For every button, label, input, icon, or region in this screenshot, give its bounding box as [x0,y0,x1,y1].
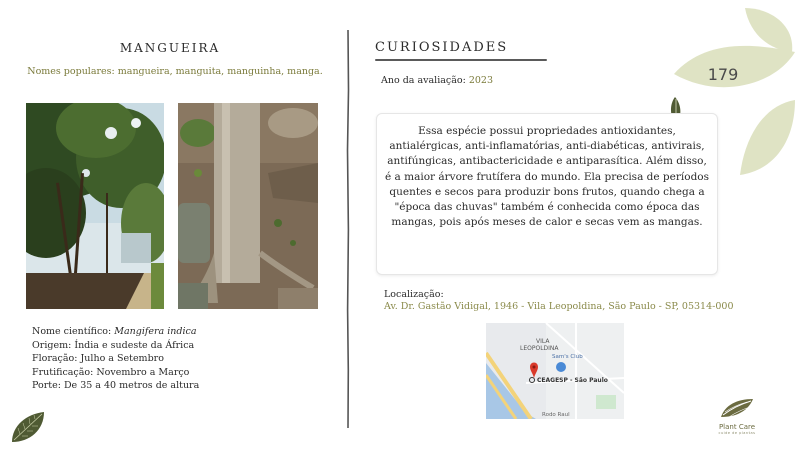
leaf-icon [8,408,48,446]
size: Porte: De 35 a 40 metros de altura [32,380,200,391]
map-place: CEAGESP - São Paulo [537,377,608,384]
map-image [486,323,624,419]
map-store: Sam's Club [552,354,583,360]
brand-leaf-icon [717,397,757,419]
flowering: Floração: Julho a Setembro [32,353,164,364]
location-label: Localização: [384,289,444,300]
species-info [32,325,332,393]
brand-name: Plant Care [718,423,756,431]
page-title: MANGUEIRA [119,41,221,55]
title-underline [375,59,547,61]
description-text: Essa espécie possui propriedades antioxidantes, antialérgicas, anti-inflamatórias, anti-diabéticas, antivirais, antifúngicas, antibactericidade e antiparasítica. Além disso, é a maior árvore frutífera do mundo. Ela precisa de períodos quentes e secos para produzir bons frutos, quando chega a "época das chuvas" também é conhecida como época das mangas, pois após meses de calor e secas vem as mangas. [385,125,710,229]
page-divider [346,30,350,428]
tree-trunk-photo [178,103,318,309]
map-district: VILA [536,338,550,345]
map-road: Rodo Raul [542,412,570,418]
description-card [376,113,718,275]
location-map[interactable] [486,323,624,419]
evaluation-year: Ano da avaliação: 2023 [381,75,494,86]
popular-names: Nomes populares: mangueira, manguita, manguinha, manga. [27,66,323,77]
brand-logo [706,397,768,435]
fruiting: Frutificação: Novembro a Março [32,366,190,378]
brand-tagline: cuide de plantas [718,431,756,435]
scientific-name: Nome científico: Mangifera indica [32,326,197,337]
page-number: 179 [707,65,739,84]
map-district2: LEOPOLDINA [520,345,559,352]
location-address[interactable]: Av. Dr. Gastão Vidigal, 1946 - Vila Leopoldina, São Paulo - SP, 05314-000 [384,301,734,312]
tree-canopy-photo [26,103,164,309]
origin: Origem: Índia e sudeste da África [32,339,195,351]
section-title: CURIOSIDADES [375,40,509,55]
